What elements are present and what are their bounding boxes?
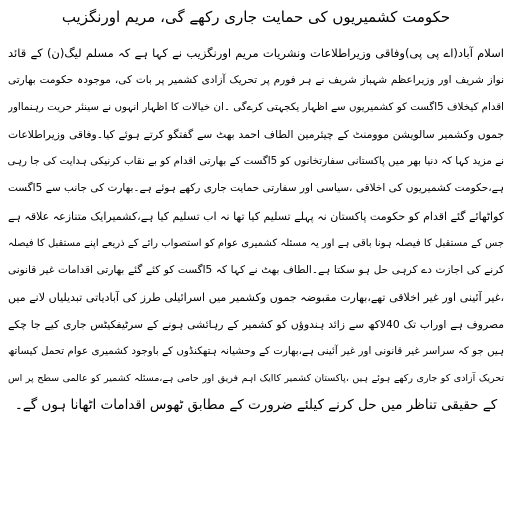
- headline: حکومت کشمیریوں کی حمایت جاری رکھے گی، مریم اورنگزیب: [61, 8, 451, 26]
- body-line: نواز شریف اور وزیراعظم شہباز شریف نے ہر فورم پر تحریک آزادی کشمیر پر بات کی، موجودہ حکومت بھارتی: [8, 74, 504, 87]
- body-line: اقدام کیخلاف 5اگست کو کشمیریوں سے اظہار یکجہتی کرےگی ۔ان خیالات کا اظہار انہوں نے سینئر حریت رہنمااور: [8, 101, 504, 114]
- body-line: جموں وکشمیر سالویشن موومنٹ کے چیئرمین الطاف احمد بھٹ سے گفتگو کرتے ہوئے کیا۔وفاقی وزیراطلاعات: [8, 128, 504, 142]
- body-line: کے حقیقی تناظر میں حل کرنے کیلئے ضرورت کے مطابق ٹھوس اقدامات اٹھانا ہوں گے۔: [14, 397, 498, 414]
- body-line: ہیں جو کہ سراسر غیر قانونی اور غیر آئینی ہے،بھارت کے وحشیانہ ہتھکنڈوں کے باوجود کشمیری عوام تحمل کیساتھ: [8, 345, 504, 358]
- body-line: نے مزید کہا کہ دنیا بھر میں پاکستانی سفارتخانوں کو 5اگست کے بھارتی اقدام کو بے نقاب کرنیکی ہدایت کی جا رہی: [8, 155, 504, 168]
- body-line: اسلام آباد(اے پی پی)وفاقی وزیراطلاعات ونشریات مریم اورنگزیب نے کہا ہے کہ مسلم لیگ(ن) کے قائد: [8, 46, 504, 60]
- body-line: ،غیر آئینی اور غیر اخلاقی تھے،بھارت مقبوضہ جموں وکشمیر میں اسرائیلی طرز کی آبادیاتی تبدیلیاں لانے میں: [8, 290, 504, 304]
- body-line: ہے،حکومت کشمیریوں کی اخلاقی ،سیاسی اور سفارتی حمایت جاری رکھے ہوئے ہے۔بھارت کی جانب سے 5اگست: [8, 182, 504, 195]
- body-line: کرنے کی اجازت دے کرہی حل ہو سکتا ہے۔الطاف بھٹ نے کہا کہ 5اگست کو کئے گئے بھارتی اقدامات غیر قانونی: [8, 263, 504, 276]
- article-body: [8, 40, 504, 419]
- body-line: مصروف ہے اوراب تک 40لاکھ سے زائد ہندوؤں کو کشمیر کے رہائشی ہونے کے سرٹیفکیٹس جاری کیے جا چکے: [8, 317, 504, 331]
- body-line: جس کے مستقبل کا فیصلہ ہونا باقی ہے اور یہ مسئلہ کشمیری عوام کو استصواب رائے کے ذریعے اپنے مستقبل کا فیصلہ: [8, 237, 504, 249]
- body-line: تحریک آزادی کو جاری رکھے ہوئے ہیں ،پاکستان کشمیر کاایک اہم فریق اور حامی ہے،مسئلہ کشمیر کو عالمی سطح پر اس: [8, 373, 504, 385]
- body-line: کواٹھائے گئے اقدام کو حکومت پاکستان نہ پہلے تسلیم کیا تھا نہ اب تسلیم کیا ہے،کشمیرایک متنازعہ علاقہ ہے: [8, 209, 504, 223]
